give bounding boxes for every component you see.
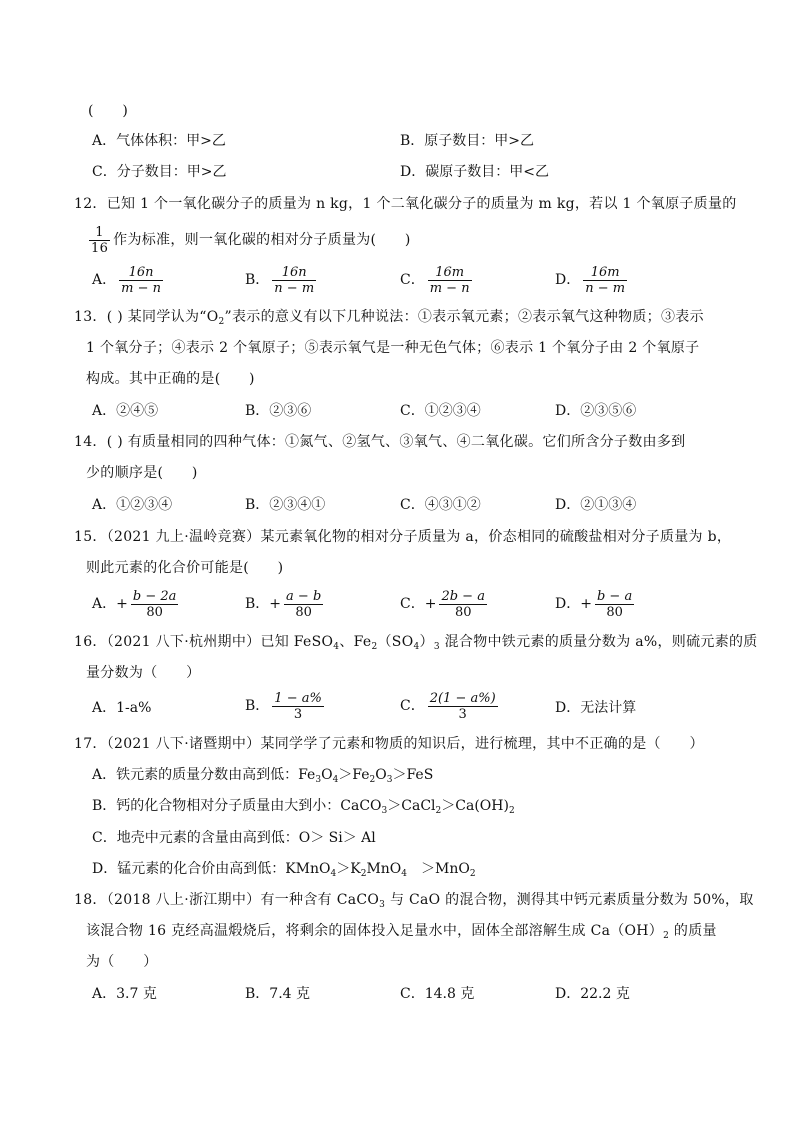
q13-stem-line1: 13．( ) 某同学认为“$O_2$”表示的意义有以下几种说法：①表示氧元素；②表示氧气这种物质；③表示 bbox=[74, 309, 704, 327]
q11-option-b: B．原子数目：甲>乙 bbox=[400, 133, 535, 149]
q17-option-a: A．铁元素的质量分数由高到低：$Fe_3O_4>Fe_2O_3>FeS$ bbox=[92, 767, 434, 785]
q16-option-a: A．1-a% bbox=[92, 700, 152, 716]
q17-option-b: B．钙的化合物相对分子质量由大到小：$CaCO_3>CaCl_2>Ca(OH)_2$ bbox=[92, 798, 515, 816]
q13-stem-line3: 构成。其中正确的是( ) bbox=[86, 371, 255, 387]
q17-stem: 17．（2021 八下·诸暨期中）某同学学了元素和物质的知识后，进行梳理，其中不正确的是（ ） bbox=[74, 736, 704, 752]
q13-option-a: A．②④⑤ bbox=[92, 403, 159, 419]
q16-option-b: B． $\frac{1 - a\%}{3}$ bbox=[245, 690, 322, 722]
q15-option-d: D．+ $\frac{b - a}{80}$ bbox=[555, 588, 633, 620]
q12-option-c: C． $\frac{16m}{m - n}$ bbox=[400, 264, 470, 296]
q14-option-a: A．①②③④ bbox=[92, 497, 173, 513]
q11-option-d: D．碳原子数目：甲<乙 bbox=[400, 164, 549, 180]
q13-option-c: C．①②③④ bbox=[400, 403, 481, 419]
q13-option-b: B．②③⑥ bbox=[245, 403, 312, 419]
q13-stem-line2: 1 个氧分子；④表示 2 个氧原子；⑤表示氧气是一种无色气体；⑥表示 1 个氧分子由 2 个氧原子 bbox=[86, 340, 700, 356]
q11-tail: ( ) bbox=[88, 103, 129, 119]
q12-stem-line2: $\frac{1}{16}$ 作为标准，则一氧化碳的相对分子质量为( ) bbox=[91, 224, 411, 256]
q14-option-d: D．②①③④ bbox=[555, 497, 637, 513]
q15-stem-line1: 15．（2021 九上·温岭竞赛）某元素氧化物的相对分子质量为 a，价态相同的硫酸盐相对分子质量为 b， bbox=[74, 529, 732, 545]
q18-stem-line2: 该混合物 16 克经高温煅烧后，将剩余的固体投入足量水中，固体全部溶解生成 $Ca(OH)_2$ 的质量 bbox=[86, 923, 717, 941]
q15-option-a: A．+ $\frac{b - 2a}{80}$ bbox=[92, 588, 177, 620]
q14-option-b: B．②③④① bbox=[245, 497, 326, 513]
q11-option-c: C．分子数目：甲>乙 bbox=[92, 164, 227, 180]
q16-option-d: D．无法计算 bbox=[555, 700, 637, 716]
q13-option-d: D．②③⑤⑥ bbox=[555, 403, 637, 419]
q16-stem-line2: 量分数为（ ） bbox=[86, 665, 201, 681]
q16-stem-line1: 16．（2021 八下·杭州期中）已知 FeSO$_4$、$Fe_2(SO_4)_3$ 混合物中铁元素的质量分数为 a%，则硫元素的质 bbox=[74, 634, 758, 652]
q12-option-b: B． $\frac{16n}{n - m}$ bbox=[245, 264, 315, 296]
q18-option-b: B．7.4 克 bbox=[245, 986, 311, 1002]
q14-stem-line1: 14．( ) 有质量相同的四种气体：①氮气、②氢气、③氧气、④二氧化碳。它们所含分子数由多到 bbox=[74, 434, 686, 450]
q15-option-b: B．+ $\frac{a - b}{80}$ bbox=[245, 588, 322, 620]
q18-stem-line3: 为（ ） bbox=[86, 954, 158, 970]
q15-option-c: C．+ $\frac{2b - a}{80}$ bbox=[400, 588, 485, 620]
q17-option-c: C．地壳中元素的含量由高到低：O＞ Si＞ Al bbox=[92, 830, 376, 846]
q18-stem-line1: 18．（2018 八上·浙江期中）有一种含有 CaCO$_3$ 与 CaO 的混合物，测得其中钙元素质量分数为 50%，取 bbox=[74, 892, 754, 910]
q14-stem-line2: 少的顺序是( ) bbox=[86, 465, 198, 481]
q14-option-c: C．④③①② bbox=[400, 497, 481, 513]
q12-option-d: D． $\frac{16m}{n - m}$ bbox=[555, 264, 626, 296]
q18-option-d: D．22.2 克 bbox=[555, 986, 630, 1002]
q12-fraction-one-sixteenth: $\frac{1}{16}$ bbox=[91, 224, 109, 256]
q11-option-a: A．气体体积：甲>乙 bbox=[92, 133, 226, 149]
q18-option-a: A．3.7 克 bbox=[92, 986, 157, 1002]
q15-stem-line2: 则此元素的化合价可能是( ) bbox=[86, 560, 284, 576]
q12-option-a: A． $\frac{16n}{m - n}$ bbox=[92, 264, 161, 296]
q17-option-d: D．锰元素的化合价由高到低：$KMnO_4>K_2MnO_4$ ＞MnO$_2$ bbox=[92, 861, 476, 879]
q18-option-c: C．14.8 克 bbox=[400, 986, 475, 1002]
q16-option-c: C． $\frac{2(1 - a\%)}{3}$ bbox=[400, 690, 496, 722]
q12-stem-line1: 12．已知 1 个一氧化碳分子的质量为 n kg，1 个二氧化碳分子的质量为 m kg，若以 1 个氧原子质量的 bbox=[74, 196, 737, 212]
